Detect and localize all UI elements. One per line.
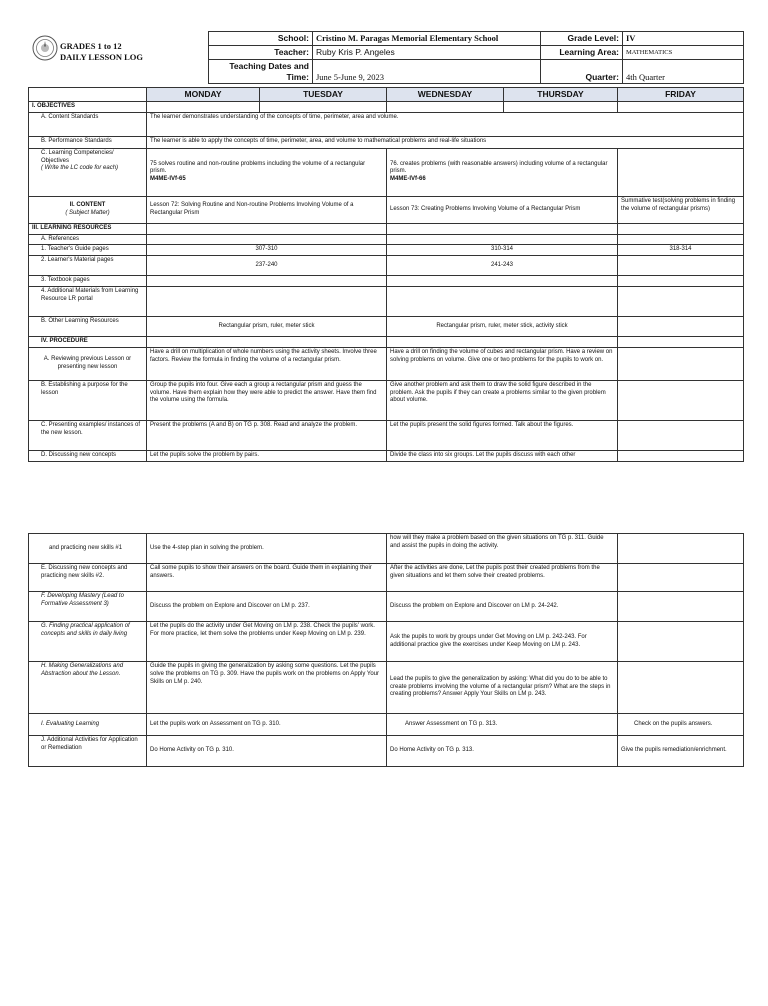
tg-pages-wednesday: 310-314 bbox=[387, 245, 618, 256]
quarter-label: Quarter: bbox=[541, 60, 623, 84]
school-label: School: bbox=[209, 32, 313, 46]
procedure-g-monday: Let the pupils do the activity under Get Moving on LM p. 238. Check the pupils' work. For more practice, let them solve the problems under Keep Moving on LM p. 239. bbox=[147, 622, 387, 662]
competencies-note: ( Write the LC code for each) bbox=[41, 165, 119, 172]
competency-monday: 75 solves routine and non-routine problems including the volume of a rectangular prism. bbox=[150, 160, 366, 175]
header-info-table bbox=[208, 31, 744, 84]
quarter-value: 4th Quarter bbox=[623, 60, 744, 84]
competency-wednesday: 76. creates problems (with reasonable answers) including volume of a rectangular prism. bbox=[390, 160, 608, 175]
learners-material-label: 2. Learner's Material pages bbox=[29, 256, 147, 276]
teacher-label: Teacher: bbox=[209, 46, 313, 60]
procedure-d-label-cont: and practicing new skills #1 bbox=[29, 534, 147, 564]
school-value: Cristino M. Paragas Memorial Elementary School bbox=[313, 32, 541, 46]
learning-resources-heading: III. LEARNING RESOURCES bbox=[29, 223, 147, 234]
lm-pages-wednesday: 241-243 bbox=[387, 256, 618, 276]
procedure-heading: IV. PROCEDURE bbox=[29, 337, 147, 348]
procedure-e-label: E. Discussing new concepts and practicing new skills #2. bbox=[29, 564, 147, 592]
procedure-e-wednesday: After the activities are done, Let the pupils post their created problems from the given situations and let them solve their created problems. bbox=[387, 564, 618, 592]
procedure-f-label: F. Developing Mastery (Lead to Formative Assessment 3) bbox=[29, 592, 147, 622]
performance-standards-label: B. Performance Standards bbox=[29, 136, 147, 148]
procedure-d-monday-cont: Use the 4-step plan in solving the problem. bbox=[147, 534, 387, 564]
other-resources-wednesday: Rectangular prism, ruler, meter stick, activity stick bbox=[387, 317, 618, 337]
procedure-g-label: G. Finding practical application of concepts and skills in daily living bbox=[29, 622, 147, 662]
header-logo-block bbox=[28, 33, 206, 71]
grade-level-label: Grade Level: bbox=[541, 32, 623, 46]
references-label: A. References bbox=[29, 234, 147, 245]
objectives-heading: I. OBJECTIVES bbox=[29, 102, 147, 113]
procedure-c-monday: Present the problems (A and B) on TG p. 308. Read and analyze the problem. bbox=[147, 420, 387, 450]
other-resources-label: B. Other Learning Resources bbox=[29, 317, 147, 337]
procedure-f-monday: Discuss the problem on Explore and Discover on LM p. 237. bbox=[147, 592, 387, 622]
day-header-wednesday: WEDNESDAY bbox=[387, 88, 504, 102]
competency-code-wednesday: M4ME-IVf-66 bbox=[390, 176, 426, 183]
content-heading: II. CONTENT bbox=[69, 202, 106, 209]
day-header-friday: FRIDAY bbox=[618, 88, 744, 102]
procedure-g-wednesday: Ask the pupils to work by groups under Get Moving on LM p. 242-243. For additional practice give the exercises under Keep Moving on LM p. 243. bbox=[387, 622, 618, 662]
procedure-h-monday: Guide the pupils in giving the generalization by asking some questions. Let the pupils solve the problems on TG p. 309. Have the pupils work on the problems on Apply Your Skills on LM p. 240. bbox=[147, 662, 387, 714]
lm-pages-monday: 237-240 bbox=[147, 256, 387, 276]
procedure-j-friday: Give the pupils remediation/enrichment. bbox=[618, 736, 744, 767]
lesson-log-table-page2 bbox=[28, 533, 744, 767]
procedure-i-friday: Check on the pupils answers. bbox=[618, 714, 744, 736]
procedure-d-wednesday: Divide the class into six groups. Let the pupils discuss with each other bbox=[387, 450, 618, 461]
additional-materials-label: 4. Additional Materials from Learning Resource LR portal bbox=[29, 287, 147, 317]
tg-pages-monday: 307-310 bbox=[147, 245, 387, 256]
procedure-h-wednesday: Lead the pupils to give the generalization by asking: What did you do to be able to create problems involving the volume of a rectangular prism? What are the steps in creating problems? Answer Apply Your Skills on LM p. 243. bbox=[387, 662, 618, 714]
content-standards-text: The learner demonstrates understanding of the concepts of time, perimeter, area and volume. bbox=[147, 112, 744, 136]
procedure-c-wednesday: Let the pupils present the solid figures formed. Talk about the figures. bbox=[387, 420, 618, 450]
procedure-i-label: I. Evaluating Learning bbox=[29, 714, 147, 736]
procedure-b-wednesday: Give another problem and ask them to draw the solid figure described in the problem. Ask the pupils if they can create a problems similar to the given problem about volume. bbox=[387, 380, 618, 420]
procedure-i-monday: Let the pupils work on Assessment on TG p. 310. bbox=[147, 714, 387, 736]
competency-code-monday: M4ME-IVf-65 bbox=[150, 176, 186, 183]
grade-level-value: IV bbox=[623, 32, 744, 46]
procedure-d-label: D. Discussing new concepts bbox=[29, 450, 147, 461]
content-wednesday: Lesson 73: Creating Problems Involving Volume of a Rectangular Prism bbox=[387, 196, 618, 223]
content-standards-label: A. Content Standards bbox=[29, 112, 147, 136]
procedure-e-monday: Call some pupils to show their answers on the board. Guide them in explaining their answers. bbox=[147, 564, 387, 592]
teaching-dates-label: Teaching Dates and Time: bbox=[209, 60, 313, 84]
content-subheading: ( Subject Matter) bbox=[65, 209, 110, 216]
procedure-c-label: C. Presenting examples/ instances of the new lesson. bbox=[29, 420, 147, 450]
content-friday: Summative test(solving problems in finding the volume of rectangular prisms) bbox=[618, 196, 744, 223]
procedure-h-label: H. Making Generalizations and Abstraction about the Lesson. bbox=[29, 662, 147, 714]
content-monday: Lesson 72: Solving Routine and Non-routine Problems Involving Volume of a Rectangular Prism bbox=[147, 196, 387, 223]
procedure-a-monday: Have a drill on multiplication of whole numbers using the activity sheets. Involve three factors. Review the formula in finding the volume of a rectangular prism. bbox=[147, 347, 387, 380]
procedure-d-wednesday-cont: how will they make a problem based on the given situations on TG p. 311. Guide and assist the pupils in doing the activity. bbox=[387, 534, 618, 564]
teacher-value: Ruby Kris P. Angeles bbox=[313, 46, 541, 60]
procedure-j-label: J. Additional Activities for Application or Remediation bbox=[29, 736, 147, 767]
procedure-a-wednesday: Have a drill on finding the volume of cubes and rectangular prism. Have a review on solving problems on volume. Give one or two problems for the pupils to work on. bbox=[387, 347, 618, 380]
procedure-d-monday: Let the pupils solve the problem by pairs. bbox=[147, 450, 387, 461]
deped-seal-icon bbox=[32, 35, 58, 61]
procedure-a-label: A. Reviewing previous Lesson or presenting new lesson bbox=[29, 347, 147, 380]
procedure-j-wednesday: Do Home Activity on TG p. 313. bbox=[387, 736, 618, 767]
performance-standards-text: The learner is able to apply the concepts of time, perimeter, area, and volume to mathematical problems and real-life situations bbox=[147, 136, 744, 148]
day-header-tuesday: TUESDAY bbox=[260, 88, 387, 102]
day-header-thursday: THURSDAY bbox=[504, 88, 618, 102]
procedure-i-wednesday: Answer Assessment on TG p. 313. bbox=[387, 714, 618, 736]
procedure-j-monday: Do Home Activity on TG p. 310. bbox=[147, 736, 387, 767]
lesson-log-table-page1 bbox=[28, 87, 744, 462]
teachers-guide-label: 1. Teacher's Guide pages bbox=[29, 245, 147, 256]
competencies-label: C. Learning Competencies/ Objectives bbox=[41, 149, 114, 164]
textbook-pages-label: 3. Textbook pages bbox=[29, 276, 147, 287]
procedure-b-monday: Group the pupils into four. Give each a group a rectangular prism and guess the volume. Have them explain how they were able to predict the answer. Have them find the volume using the formula. bbox=[147, 380, 387, 420]
learning-area-label: Learning Area: bbox=[541, 46, 623, 60]
day-header-monday: MONDAY bbox=[147, 88, 260, 102]
learning-area-value: MATHEMATICS bbox=[623, 46, 744, 60]
procedure-b-label: B. Establishing a purpose for the lesson bbox=[29, 380, 147, 420]
title-line-1: GRADES 1 to 12 bbox=[60, 41, 122, 51]
title-line-2: DAILY LESSON LOG bbox=[60, 51, 143, 62]
teaching-dates-value: June 5-June 9, 2023 bbox=[313, 60, 541, 84]
tg-pages-friday: 318-314 bbox=[618, 245, 744, 256]
other-resources-monday: Rectangular prism, ruler, meter stick bbox=[147, 317, 387, 337]
procedure-f-wednesday: Discuss the problem on Explore and Discover on LM p. 24-242. bbox=[387, 592, 618, 622]
